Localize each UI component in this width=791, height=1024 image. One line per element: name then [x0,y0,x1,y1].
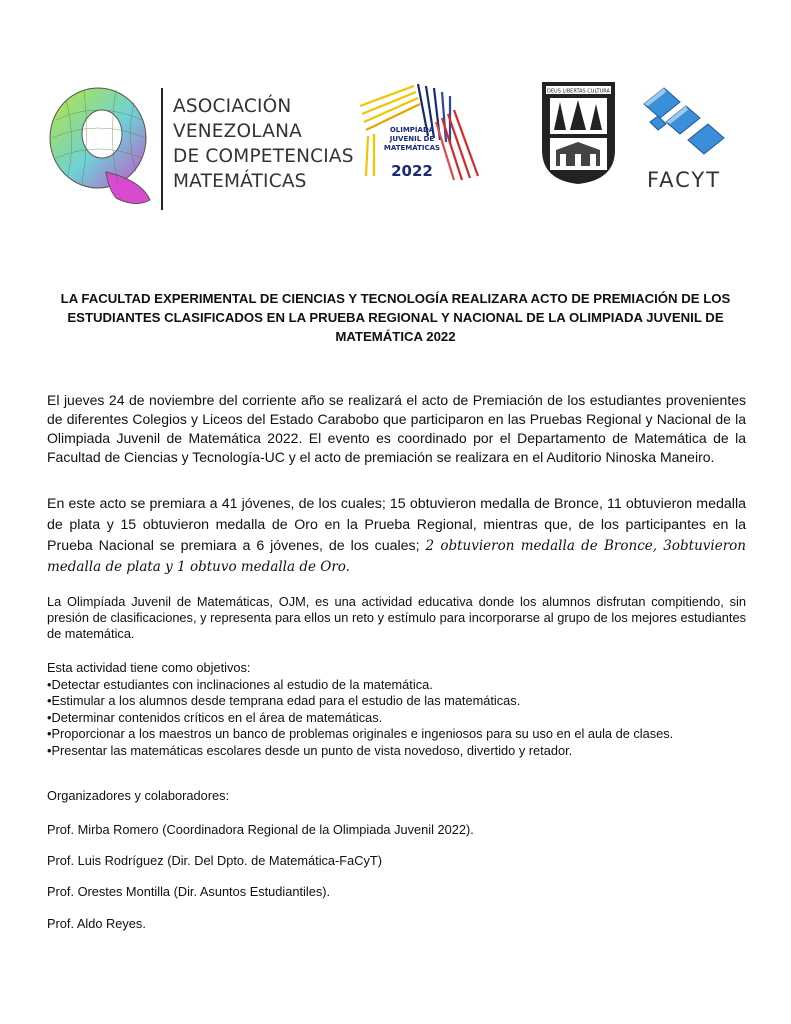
avcm-divider [161,88,163,210]
objective-item [47,726,746,743]
objectives-section [47,660,746,760]
ojm-label-line: MATEMÁTICAS [383,144,441,152]
avcm-line: MATEMÁTICAS [173,171,307,192]
facyt-logo [636,82,728,160]
objective-item [47,677,746,694]
announcement-title: LA FACULTAD EXPERIMENTAL DE CIENCIAS Y TECNOLOGÍA REALIZARA ACTO DE PREMIACIÓN DE LOS ESTUDIANTES CLASIFICADOS EN LA PRUEBA REGIONAL Y NACIONAL DE LA OLIMPIADA JUVENIL DE MATEMÁTICA 2022 [60,291,731,344]
uc-shield-logo [540,80,617,186]
paragraph-awards-national: 2 obtuvieron medalla de Bronce, 3obtuvieron medalla de plata y 1 obtuvo medalla de Oro. [47,538,746,575]
organizer-item: Prof. Aldo Reyes. [47,916,146,931]
objective-text: Proporcionar a los maestros un banco de problemas originales e ingeniosos para su uso en el aula de clases. [51,726,674,742]
paragraph-event-details: El jueves 24 de noviembre del corriente año se realizará el acto de Premiación de los estudiantes provenientes de diferentes Colegios y Liceos del Estado Carabobo que participaron en las Pruebas Regional y Nacional de la Olimpiada Juvenil de Matemática 2022. El evento es coordinado por el Departamento de Matemática de la Facultad de Ciencias y Tecnología-UC y el acto de premiación se realizara en el Auditorio Ninoska Maneiro. [47,392,746,465]
objective-text: Estimular a los alumnos desde temprana edad para el estudio de las matemáticas. [51,693,521,709]
organizer-item: Prof. Orestes Montilla (Dir. Asuntos Estudiantiles). [47,884,331,899]
paragraph-awards [47,494,746,578]
avcm-line: DE COMPETENCIAS [173,146,354,167]
objective-text: Determinar contenidos críticos en el área de matemáticas. [51,709,383,725]
avcm-name [173,94,354,194]
objective-text: Presentar las matemáticas escolares desde un punto de vista novedoso, divertido y retador. [51,742,573,758]
objective-item [47,743,746,760]
organizers-heading: Organizadores y colaboradores: [47,788,230,803]
objectives-intro: Esta actividad tiene como objetivos: [47,660,251,675]
ojm-label [376,126,448,153]
paragraph-ojm-description: La Olimpíada Juvenil de Matemáticas, OJM, es una actividad educativa donde los alumnos disfrutan compitiendo, sin presión de clasificaciones, y representa para ellos un reto y estímulo para incorporarse al grupo de los mejores estudiantes de matemática. [47,594,746,641]
ojm-label-line: OLIMPÍADA [389,126,435,134]
objective-text: Detectar estudiantes con inclinaciones al estudio de la matemática. [51,676,433,692]
uc-motto: DEUS LIBERTAS CULTURA [547,88,610,95]
organizer-item: Prof. Mirba Romero (Coordinadora Regional de la Olimpiada Juvenil 2022). [47,822,474,837]
objective-item [47,693,746,710]
avcm-line: ASOCIACIÓN [173,96,292,117]
avcm-line: VENEZOLANA [173,121,302,142]
avcm-torus-logo [46,80,158,212]
objective-item [47,710,746,727]
organizer-item: Prof. Luis Rodríguez (Dir. Del Dpto. de Matemática-FaCyT) [47,853,382,868]
facyt-wordmark: FACYT [646,168,722,192]
header [0,0,791,220]
ojm-label-line: JUVENIL DE [389,135,435,143]
ojm-year: 2022 [391,162,433,180]
paragraph-awards-main: En este acto se premiara a 41 jóvenes, de los cuales; 15 obtuvieron medalla de Bronce, 11 obtuvieron medalla de plata y 15 obtuvieron medalla de Oro en la Prueba Regional, mientras que, de los participantes en la Prueba Nacional se premiara a 6 jóvenes, de los cuales; [47,496,746,554]
